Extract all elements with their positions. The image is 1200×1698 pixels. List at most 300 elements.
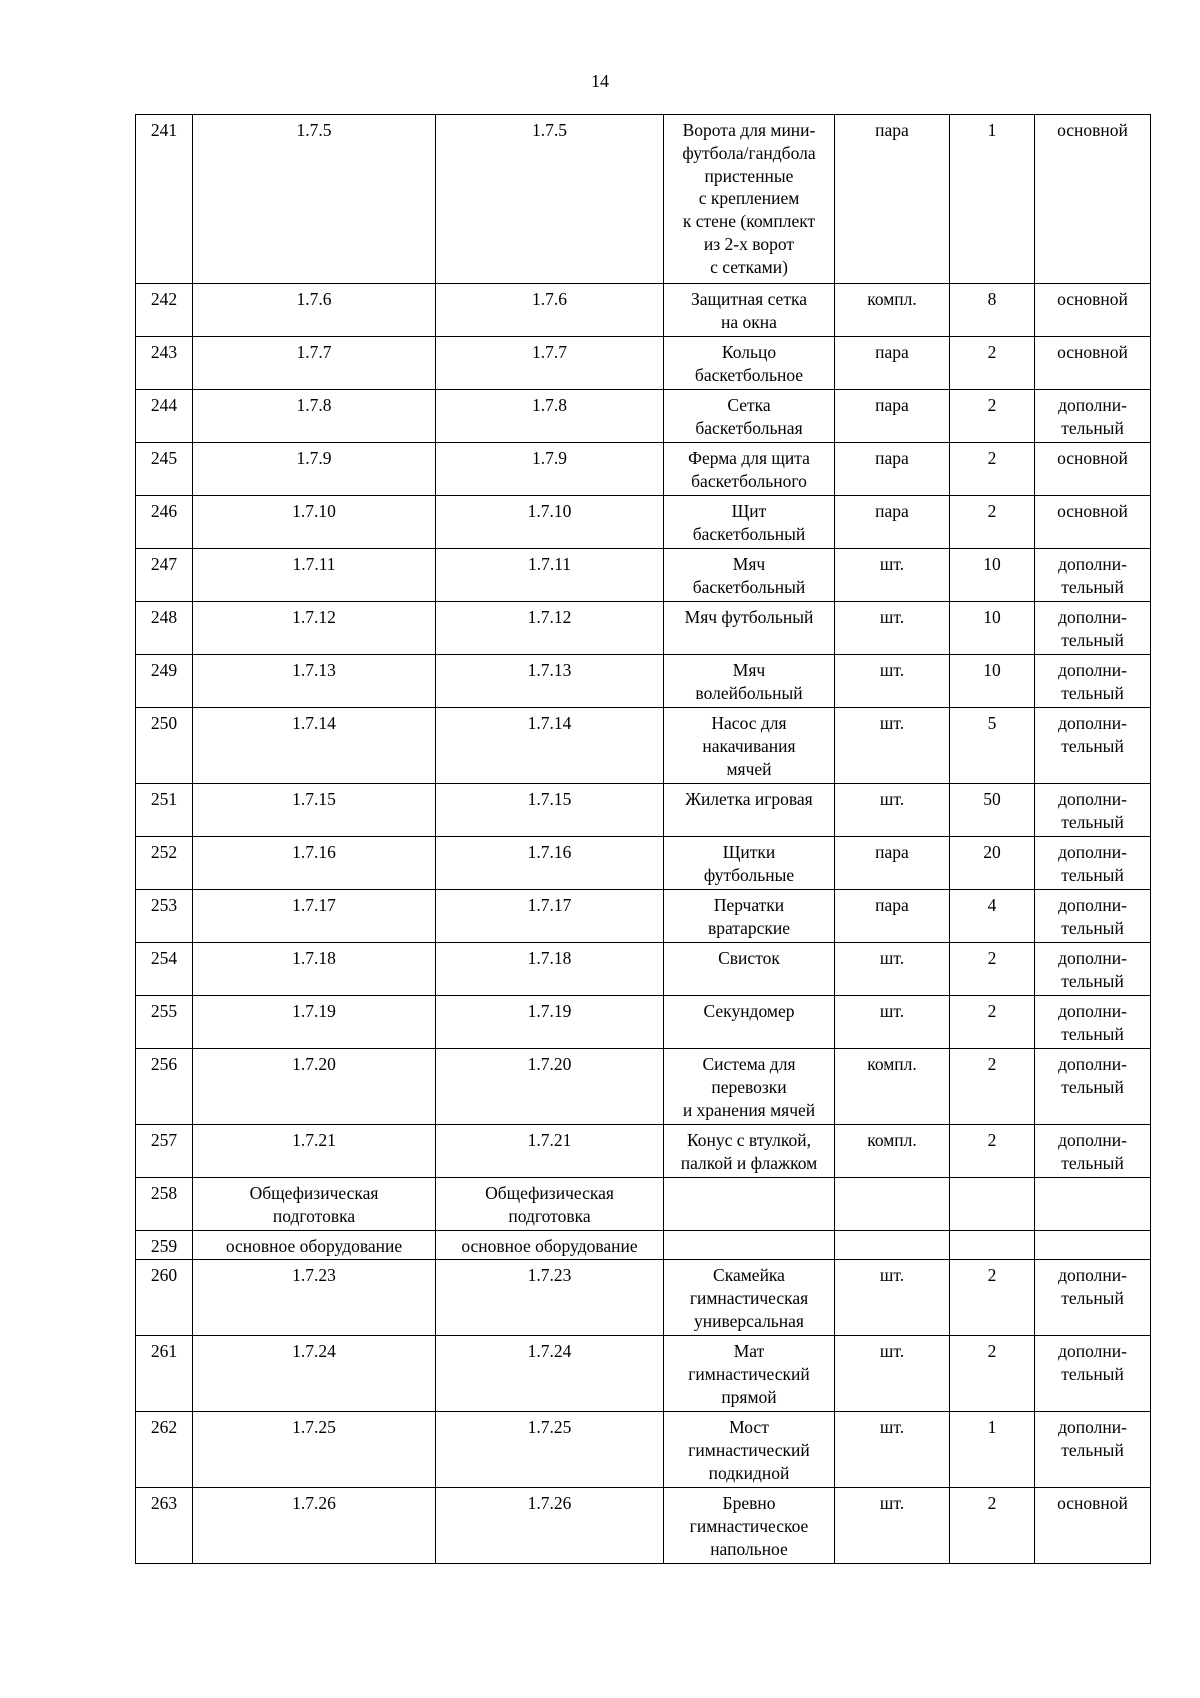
quantity-cell [950,115,1035,284]
quantity-cell-text: 10 [983,660,1001,680]
item-name-cell [664,1231,835,1260]
row-number-cell-text: 243 [150,342,178,362]
item-name-cell [664,443,835,496]
item-name-cell-text: Мост гимнастический подкидной [688,1417,810,1483]
quantity-cell [950,602,1035,655]
row-number-cell [136,115,193,284]
quantity-cell-text: 2 [987,1341,997,1361]
row-number-cell [136,496,193,549]
quantity-cell-text: 4 [987,895,997,915]
unit-cell-text: шт. [879,607,905,627]
quantity-cell-text: 2 [987,395,997,415]
code-cell-text: 1.7.24 [292,1341,336,1361]
quantity-cell [950,496,1035,549]
unit-cell [835,1412,950,1488]
quantity-cell [950,1336,1035,1412]
code-cell [193,890,436,943]
quantity-cell [950,390,1035,443]
equipment-type-cell [1035,890,1151,943]
code-cell-text: Общефизическая подготовка [249,1183,379,1226]
code-cell [436,1488,664,1564]
code-cell [193,996,436,1049]
quantity-cell [950,655,1035,708]
quantity-cell-text: 2 [987,1001,997,1021]
code-cell [436,1412,664,1488]
item-name-cell-text: Защитная сетка на окна [691,289,807,332]
unit-cell-text: шт. [879,1493,905,1513]
quantity-cell [950,1125,1035,1178]
quantity-cell-text: 2 [987,1054,997,1074]
row-number-cell [136,1125,193,1178]
equipment-table [135,114,1151,1564]
code-cell [436,996,664,1049]
code-cell-text: 1.7.26 [292,1493,336,1513]
table-row [136,602,1151,655]
table-row [136,943,1151,996]
equipment-type-cell [1035,655,1151,708]
item-name-cell-text: Секундомер [703,1001,795,1021]
item-name-cell [664,943,835,996]
unit-cell [835,115,950,284]
equipment-type-cell [1035,602,1151,655]
quantity-cell [950,1231,1035,1260]
code-cell [436,708,664,784]
item-name-cell [664,1336,835,1412]
code-cell [436,943,664,996]
equipment-type-cell [1035,337,1151,390]
unit-cell-text: пара [875,395,909,415]
code-cell [436,784,664,837]
equipment-type-cell-text: дополни- тельный [1058,1130,1127,1173]
row-number-cell [136,890,193,943]
code-cell [436,496,664,549]
unit-cell-text: пара [875,895,909,915]
quantity-cell [950,284,1035,337]
code-cell-text: 1.7.6 [532,289,567,309]
equipment-type-cell [1035,496,1151,549]
item-name-cell [664,1488,835,1564]
code-cell [193,1260,436,1336]
code-cell [436,284,664,337]
table-row [136,1125,1151,1178]
equipment-type-cell [1035,996,1151,1049]
unit-cell [835,655,950,708]
item-name-cell [664,337,835,390]
unit-cell-text: пара [875,342,909,362]
quantity-cell-text: 1 [987,120,997,140]
equipment-type-cell [1035,1488,1151,1564]
item-name-cell-text: Сетка баскетбольная [695,395,803,438]
equipment-type-cell-text: дополни- тельный [1058,1341,1127,1384]
quantity-cell-text: 10 [983,607,1001,627]
unit-cell [835,549,950,602]
code-cell [436,1178,664,1231]
code-cell [193,602,436,655]
item-name-cell-text: Кольцо баскетбольное [694,342,804,385]
unit-cell [835,837,950,890]
quantity-cell [950,890,1035,943]
equipment-type-cell [1035,443,1151,496]
unit-cell [835,1260,950,1336]
code-cell-text: 1.7.16 [527,842,572,862]
row-number-cell [136,1336,193,1412]
table-row [136,549,1151,602]
quantity-cell [950,1412,1035,1488]
unit-cell [835,496,950,549]
unit-cell-text: шт. [879,554,905,574]
item-name-cell-text: Мяч футбольный [684,607,814,627]
table-row [136,708,1151,784]
unit-cell [835,602,950,655]
code-cell-text: 1.7.15 [527,789,572,809]
code-cell-text: 1.7.23 [527,1265,572,1285]
quantity-cell [950,943,1035,996]
row-number-cell-text: 249 [150,660,178,680]
row-number-cell [136,1231,193,1260]
code-cell-text: 1.7.18 [527,948,572,968]
unit-cell-text: шт. [879,1001,905,1021]
row-number-cell [136,1260,193,1336]
code-cell-text: 1.7.11 [527,554,572,574]
unit-cell [835,890,950,943]
code-cell-text: 1.7.5 [532,120,567,140]
code-cell-text: 1.7.26 [527,1493,572,1513]
item-name-cell-text: Щит баскетбольный [692,501,806,544]
unit-cell [835,996,950,1049]
row-number-cell [136,996,193,1049]
unit-cell-text: шт. [879,660,905,680]
equipment-type-cell-text: основной [1057,1493,1128,1513]
quantity-cell-text: 2 [987,1265,997,1285]
code-cell-text: 1.7.8 [296,395,332,415]
table-row [136,284,1151,337]
code-cell [436,890,664,943]
code-cell-text: 1.7.9 [296,448,332,468]
table-row [136,1488,1151,1564]
code-cell-text: 1.7.10 [527,501,572,521]
quantity-cell [950,549,1035,602]
quantity-cell [950,837,1035,890]
equipment-type-cell-text: основной [1057,289,1128,309]
code-cell [436,837,664,890]
unit-cell-text: компл. [867,1054,917,1074]
table-row [136,115,1151,284]
code-cell [193,784,436,837]
quantity-cell [950,337,1035,390]
row-number-cell-text: 248 [150,607,178,627]
row-number-cell-text: 258 [150,1183,178,1203]
unit-cell [835,943,950,996]
table-row [136,837,1151,890]
row-number-cell [136,1049,193,1125]
quantity-cell [950,1049,1035,1125]
quantity-cell-text: 2 [987,501,997,521]
equipment-type-cell-text: основной [1057,120,1128,140]
row-number-cell-text: 260 [150,1265,178,1285]
row-number-cell [136,284,193,337]
equipment-type-cell-text: основной [1057,448,1128,468]
unit-cell [835,1336,950,1412]
unit-cell-text: шт. [879,789,905,809]
code-cell [193,655,436,708]
code-cell-text: 1.7.13 [527,660,572,680]
row-number-cell-text: 259 [150,1236,178,1256]
equipment-type-cell-text: основной [1057,501,1128,521]
row-number-cell [136,602,193,655]
code-cell [436,549,664,602]
code-cell-text: 1.7.12 [292,607,336,627]
unit-cell [835,390,950,443]
item-name-cell-text: Система для перевозки и хранения мячей [682,1054,816,1120]
unit-cell-text: пара [875,501,909,521]
row-number-cell-text: 251 [150,789,178,809]
code-cell [436,337,664,390]
unit-cell-text: пара [875,448,909,468]
item-name-cell [664,1049,835,1125]
table-row [136,1178,1151,1231]
item-name-cell [664,115,835,284]
row-number-cell-text: 256 [150,1054,178,1074]
equipment-type-cell [1035,1125,1151,1178]
code-cell-text: основное оборудование [225,1236,403,1256]
row-number-cell [136,943,193,996]
code-cell-text: 1.7.19 [292,1001,336,1021]
quantity-cell [950,1488,1035,1564]
table-row [136,996,1151,1049]
code-cell-text: 1.7.17 [527,895,572,915]
code-cell-text: 1.7.25 [292,1417,336,1437]
table-body [136,115,1151,1564]
code-cell-text: основное оборудование [461,1236,638,1256]
code-cell-text: 1.7.8 [532,395,567,415]
item-name-cell [664,284,835,337]
row-number-cell [136,443,193,496]
code-cell-text: 1.7.6 [296,289,332,309]
code-cell [193,390,436,443]
table-row [136,1336,1151,1412]
code-cell-text: 1.7.7 [296,342,332,362]
quantity-cell [950,708,1035,784]
code-cell [436,1049,664,1125]
equipment-type-cell-text: дополни- тельный [1058,607,1127,650]
item-name-cell-text: Ферма для щита баскетбольного [688,448,810,491]
quantity-cell-text: 2 [987,342,997,362]
quantity-cell [950,996,1035,1049]
equipment-type-cell [1035,784,1151,837]
item-name-cell [664,496,835,549]
item-name-cell [664,1260,835,1336]
unit-cell [835,1049,950,1125]
code-cell [436,602,664,655]
code-cell [193,1488,436,1564]
quantity-cell-text: 2 [987,1493,997,1513]
unit-cell-text: шт. [879,1341,905,1361]
code-cell-text: 1.7.9 [532,448,567,468]
equipment-type-cell-text: дополни- тельный [1058,842,1127,885]
equipment-type-cell [1035,1260,1151,1336]
row-number-cell [136,837,193,890]
item-name-cell-text: Мяч баскетбольный [692,554,806,597]
unit-cell-text: компл. [867,289,917,309]
item-name-cell [664,890,835,943]
item-name-cell [664,1125,835,1178]
equipment-type-cell-text: дополни- тельный [1058,1054,1127,1097]
code-cell [193,1178,436,1231]
unit-cell [835,1125,950,1178]
table-row [136,337,1151,390]
code-cell [436,655,664,708]
page-number: 14 [591,71,609,91]
item-name-cell-text: Насос для накачивания мячей [702,713,796,779]
equipment-type-cell [1035,708,1151,784]
item-name-cell-text: Щитки футбольные [703,842,795,885]
equipment-type-cell [1035,837,1151,890]
item-name-cell-text: Конус с втулкой, палкой и флажком [680,1130,818,1173]
code-cell [193,549,436,602]
unit-cell-text: шт. [879,1417,905,1437]
code-cell-text: 1.7.15 [292,789,336,809]
item-name-cell-text: Перчатки вратарские [707,895,791,938]
row-number-cell-text: 254 [150,948,178,968]
code-cell-text: 1.7.21 [292,1130,336,1150]
equipment-type-cell-text: дополни- тельный [1058,395,1127,438]
row-number-cell-text: 245 [150,448,178,468]
table-row [136,655,1151,708]
item-name-cell [664,549,835,602]
table-row [136,890,1151,943]
equipment-type-cell-text: основной [1057,342,1128,362]
code-cell-text: 1.7.23 [292,1265,336,1285]
code-cell-text: 1.7.10 [292,501,336,521]
code-cell-text: 1.7.14 [527,713,572,733]
code-cell-text: 1.7.12 [527,607,572,627]
quantity-cell-text: 2 [987,448,997,468]
item-name-cell-text: Ворота для мини- футбола/гандбола пристенные с креплением к стене (комплект из 2-х ворот с сетками) [682,120,816,277]
unit-cell-text: пара [875,120,909,140]
equipment-type-cell-text: дополни- тельный [1058,895,1127,938]
code-cell [193,115,436,284]
item-name-cell-text: Мяч волейбольный [695,660,803,703]
code-cell-text: 1.7.24 [527,1341,572,1361]
code-cell [193,708,436,784]
code-cell-text: 1.7.7 [532,342,567,362]
equipment-type-cell [1035,943,1151,996]
equipment-type-cell-text: дополни- тельный [1058,554,1127,597]
code-cell-text: 1.7.20 [527,1054,572,1074]
code-cell [436,1231,664,1260]
item-name-cell [664,390,835,443]
quantity-cell [950,1260,1035,1336]
row-number-cell [136,1412,193,1488]
code-cell-text: 1.7.11 [292,554,336,574]
table-row [136,496,1151,549]
item-name-cell [664,655,835,708]
equipment-type-cell [1035,390,1151,443]
item-name-cell [664,996,835,1049]
equipment-type-cell-text: дополни- тельный [1058,948,1127,991]
row-number-cell-text: 253 [150,895,178,915]
code-cell-text: Общефизическая подготовка [485,1183,614,1226]
code-cell-text: 1.7.20 [292,1054,336,1074]
row-number-cell-text: 255 [150,1001,178,1021]
code-cell [193,443,436,496]
equipment-type-cell [1035,1231,1151,1260]
quantity-cell-text: 2 [987,1130,997,1150]
row-number-cell-text: 242 [150,289,178,309]
code-cell [193,837,436,890]
equipment-type-cell [1035,284,1151,337]
row-number-cell-text: 262 [150,1417,178,1437]
code-cell-text: 1.7.19 [527,1001,572,1021]
quantity-cell-text: 8 [987,289,997,309]
quantity-cell [950,443,1035,496]
item-name-cell-text: Жилетка игровая [685,789,813,809]
equipment-type-cell-text: дополни- тельный [1058,713,1127,756]
row-number-cell [136,390,193,443]
row-number-cell [136,1178,193,1231]
item-name-cell [664,708,835,784]
item-name-cell [664,837,835,890]
code-cell [436,1336,664,1412]
quantity-cell-text: 1 [987,1417,997,1437]
unit-cell [835,708,950,784]
equipment-type-cell [1035,549,1151,602]
table-row [136,1260,1151,1336]
code-cell [193,1336,436,1412]
code-cell-text: 1.7.21 [527,1130,572,1150]
equipment-type-cell-text: дополни- тельный [1058,660,1127,703]
code-cell [193,496,436,549]
row-number-cell-text: 246 [150,501,178,521]
code-cell-text: 1.7.13 [292,660,336,680]
equipment-type-cell-text: дополни- тельный [1058,1265,1127,1308]
unit-cell [835,1178,950,1231]
row-number-cell [136,1488,193,1564]
quantity-cell-text: 5 [987,713,997,733]
equipment-type-cell-text: дополни- тельный [1058,1417,1127,1460]
code-cell [193,1049,436,1125]
table-row [136,390,1151,443]
item-name-cell-text: Скамейка гимнастическая универсальная [689,1265,809,1331]
row-number-cell-text: 263 [150,1493,178,1513]
equipment-type-cell [1035,1336,1151,1412]
row-number-cell-text: 244 [150,395,178,415]
code-cell [193,943,436,996]
table-row [136,1049,1151,1125]
code-cell [193,1125,436,1178]
table-row [136,443,1151,496]
row-number-cell [136,337,193,390]
item-name-cell [664,1412,835,1488]
unit-cell-text: шт. [879,1265,905,1285]
unit-cell-text: шт. [879,713,905,733]
equipment-type-cell [1035,1049,1151,1125]
unit-cell [835,443,950,496]
row-number-cell [136,708,193,784]
item-name-cell [664,1178,835,1231]
quantity-cell-text: 2 [987,948,997,968]
row-number-cell-text: 247 [150,554,178,574]
quantity-cell-text: 20 [983,842,1001,862]
unit-cell [835,1488,950,1564]
row-number-cell-text: 257 [150,1130,178,1150]
code-cell [436,390,664,443]
code-cell [436,443,664,496]
quantity-cell-text: 50 [983,789,1001,809]
quantity-cell [950,1178,1035,1231]
code-cell [193,1412,436,1488]
unit-cell [835,284,950,337]
